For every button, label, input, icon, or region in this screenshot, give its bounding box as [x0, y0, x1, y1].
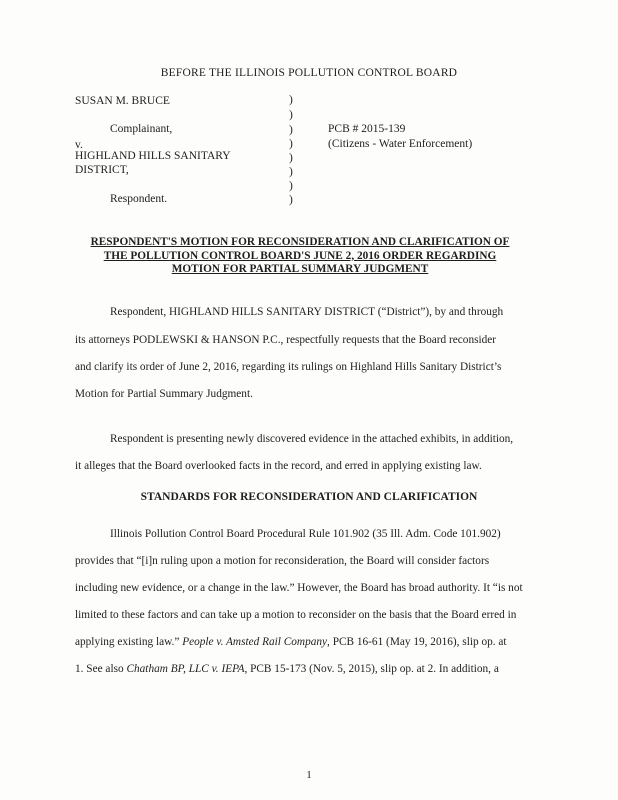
para3-line6-suffix: , PCB 15-173 (Nov. 5, 2015), slip op. at 2. In addition, a: [244, 663, 499, 675]
motion-title-line3: MOTION FOR PARTIAL SUMMARY JUDGMENT: [171, 263, 429, 275]
case-number: PCB # 2015-139: [328, 123, 406, 135]
para2-line1: Respondent is presenting newly discovered evidence in the attached exhibits, in addition,: [110, 433, 514, 445]
versus: v.: [75, 139, 83, 151]
caption-paren: ): [289, 194, 293, 206]
case-citation-amsted: People v. Amsted Rail Company: [182, 636, 328, 648]
para1-line1: Respondent, HIGHLAND HILLS SANITARY DISTRICT (“District”), by and through: [110, 306, 504, 318]
para2-line2: it alleges that the Board overlooked facts in the record, and erred in applying existing law.: [75, 460, 482, 472]
para1-line3: and clarify its order of June 2, 2016, regarding its rulings on Highland Hills Sanitary District’s: [75, 361, 502, 373]
respondent-name-line1: HIGHLAND HILLS SANITARY: [75, 150, 231, 162]
caption-paren: ): [289, 109, 293, 121]
para1-line4: Motion for Partial Summary Judgment.: [75, 388, 253, 400]
motion-title-line2: THE POLLUTION CONTROL BOARD'S JUNE 2, 2016 ORDER REGARDING: [103, 249, 497, 262]
caption-paren: ): [289, 166, 293, 178]
para3-line1: Illinois Pollution Control Board Procedural Rule 101.902 (35 Ill. Adm. Code 101.902): [110, 528, 501, 540]
section-heading: STANDARDS FOR RECONSIDERATION AND CLARIFICATION: [140, 491, 478, 503]
para3-line5-suffix: , PCB 16-61 (May 19, 2016), slip op. at: [327, 636, 507, 648]
motion-title: [60, 236, 540, 277]
para3-line6: [75, 663, 499, 675]
caption-paren: ): [289, 138, 293, 150]
caption-paren: ): [289, 124, 293, 136]
para3-line2: provides that “[i]n ruling upon a motion for reconsideration, the Board will consider factors: [75, 555, 490, 567]
para1-line2: its attorneys PODLEWSKI & HANSON P.C., respectfully requests that the Board reconsider: [75, 334, 497, 346]
para3-line5: [75, 636, 507, 648]
respondent-role: Respondent.: [110, 193, 168, 205]
complainant-name: SUSAN M. BRUCE: [75, 95, 170, 107]
page-number: 1: [306, 769, 312, 781]
case-type: (Citizens - Water Enforcement): [328, 138, 473, 150]
para3-line3: including new evidence, or a change in the law.” However, the Board has broad authority. It “is not: [75, 582, 523, 594]
caption-paren: ): [289, 180, 293, 192]
caption-paren: ): [289, 94, 293, 106]
complainant-role: Complainant,: [110, 123, 173, 135]
para3-line4: limited to these factors and can take up a motion to reconsider on the basis that the Board erred in: [75, 609, 517, 621]
para3-line5-prefix: applying existing law.”: [75, 636, 180, 648]
para3-line6-prefix: 1. See also: [75, 663, 124, 675]
respondent-name-line2: DISTRICT,: [75, 164, 129, 176]
case-citation-chatham: Chatham BP, LLC v. IEPA: [126, 663, 245, 675]
court-name: BEFORE THE ILLINOIS POLLUTION CONTROL BOARD: [160, 67, 458, 79]
caption-paren: ): [289, 152, 293, 164]
motion-title-line1: RESPONDENT'S MOTION FOR RECONSIDERATION AND CLARIFICATION OF: [90, 236, 510, 248]
